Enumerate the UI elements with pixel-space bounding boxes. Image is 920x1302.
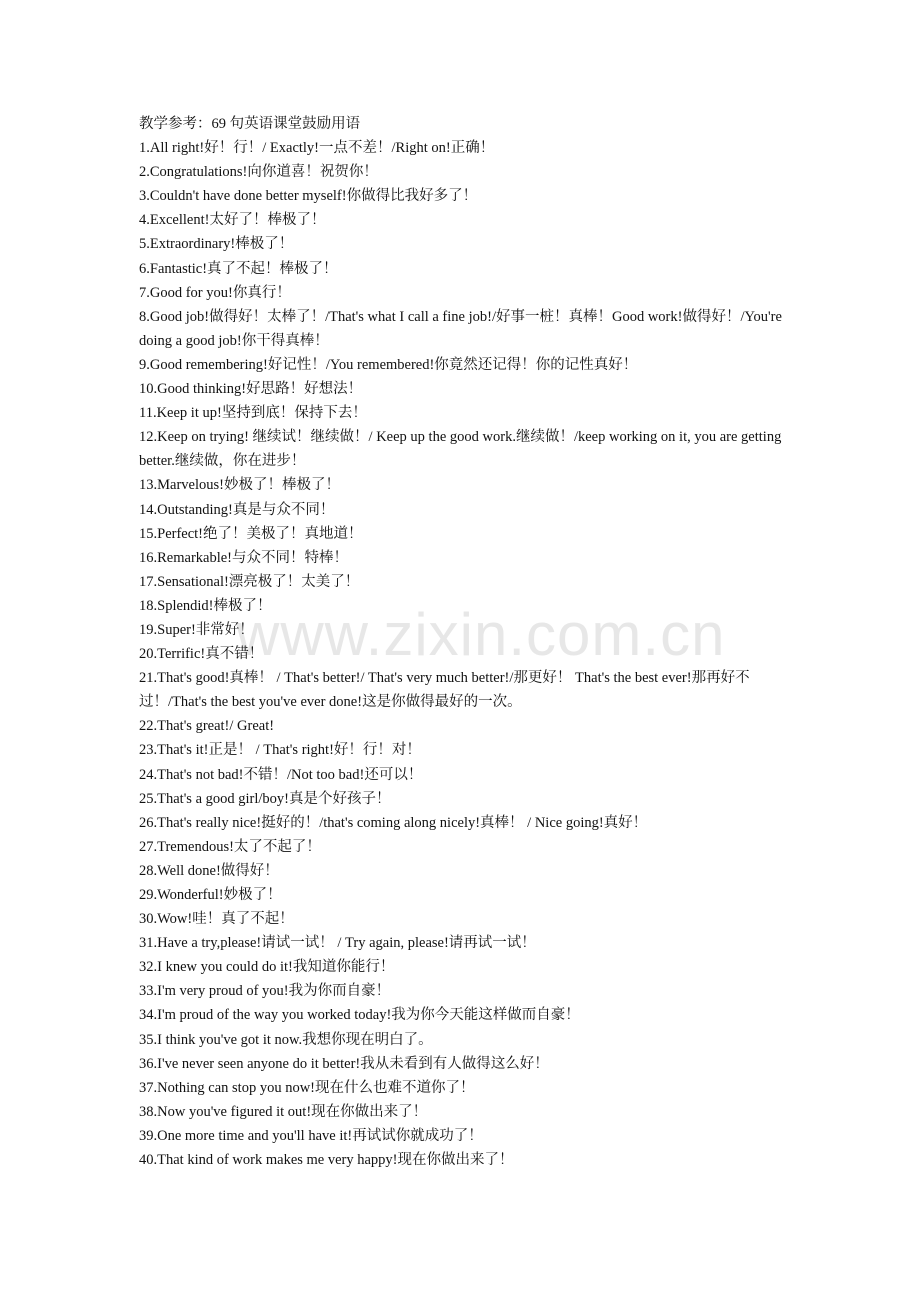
document-title: 教学参考：69 句英语课堂鼓励用语	[139, 116, 361, 132]
list-item: 27.Tremendous!太了不起了！	[139, 838, 321, 855]
list-item: 2.Congratulations!向你道喜！祝贺你！	[139, 164, 378, 181]
list-item: 10.Good thinking!好思路！好想法！	[139, 381, 363, 398]
list-item: 14.Outstanding!真是与众不同！	[139, 501, 335, 518]
list-item: 5.Extraordinary!棒极了！	[139, 236, 294, 253]
list-item: 22.That's great!/ Great!	[139, 718, 275, 735]
list-item: 7.Good for you!你真行！	[139, 284, 291, 301]
watermark-text: www.zixin.com.cn	[236, 601, 726, 668]
list-item: 37.Nothing can stop you now!现在什么也难不道你了！	[139, 1079, 475, 1096]
list-item: 18.Splendid!棒极了！	[139, 597, 272, 614]
list-item: 33.I'm very proud of you!我为你而自豪！	[139, 983, 391, 1000]
list-item: 36.I've never seen anyone do it better!我从未看到有人做得这么好！	[139, 1055, 549, 1072]
list-item: 40.That kind of work makes me very happy!现在你做出来了！	[139, 1152, 514, 1169]
list-item: 23.That's it!正是！ / That's right!好！行！对！	[139, 742, 421, 759]
list-item: 25.That's a good girl/boy!真是个好孩子！	[139, 790, 391, 807]
list-item: 15.Perfect!绝了！美极了！真地道！	[139, 525, 363, 542]
list-item: 8.Good job!做得好！太棒了！/That's what I call a fine job!/好事一桩！真棒！Good work!做得好！/You're doing a good job!你干得真棒！	[139, 308, 782, 349]
document-body	[139, 112, 789, 1172]
list-item: 9.Good remembering!好记性！/You remembered!你竟然还记得！你的记性真好！	[139, 356, 638, 373]
list-item: 31.Have a try,please!请试一试！ / Try again, please!请再试一试！	[139, 935, 536, 952]
list-item: 24.That's not bad!不错！/Not too bad!还可以！	[139, 766, 423, 783]
list-item: 30.Wow!哇！真了不起！	[139, 911, 294, 928]
list-item: 17.Sensational!漂亮极了！太美了！	[139, 573, 360, 590]
list-item: 4.Excellent!太好了！棒极了！	[139, 212, 326, 229]
list-item: 28.Well done!做得好！	[139, 862, 279, 879]
list-item: 32.I knew you could do it!我知道你能行！	[139, 959, 395, 976]
list-item: 20.Terrific!真不错！	[139, 646, 264, 663]
list-item: 6.Fantastic!真了不起！棒极了！	[139, 260, 338, 277]
list-item: 39.One more time and you'll have it!再试试你就成功了！	[139, 1127, 483, 1144]
list-item: 29.Wonderful!妙极了！	[139, 887, 282, 903]
list-item: 16.Remarkable!与众不同！特棒！	[139, 549, 349, 566]
list-item: 1.All right!好！行！/ Exactly!一点不差！/Right on!正确！	[139, 140, 495, 157]
list-item: 11.Keep it up!坚持到底！保持下去！	[139, 405, 367, 422]
list-item: 21.That's good!真棒！ / That's better!/ That's very much better!/那更好！ That's the best ever!那再好不过！/That's the best you've ever done!这是你做得最好的一次。	[139, 670, 750, 711]
list-item: 34.I'm proud of the way you worked today!我为你今天能这样做而自豪！	[139, 1007, 580, 1024]
list-item: 13.Marvelous!妙极了！棒极了！	[139, 477, 340, 494]
list-item: 3.Couldn't have done better myself!你做得比我好多了！	[139, 188, 478, 205]
list-item: 38.Now you've figured it out!现在你做出来了！	[139, 1103, 428, 1120]
list-item: 19.Super!非常好！	[139, 621, 254, 638]
list-item: 12.Keep on trying! 继续试！继续做！/ Keep up the good work.继续做！/keep working on it, you are getting better.继续做，你在进步！	[139, 429, 782, 470]
list-item: 26.That's really nice!挺好的！/that's coming along nicely!真棒！ / Nice going!真好！	[139, 814, 648, 831]
list-item: 35.I think you've got it now.我想你现在明白了。	[139, 1031, 433, 1048]
